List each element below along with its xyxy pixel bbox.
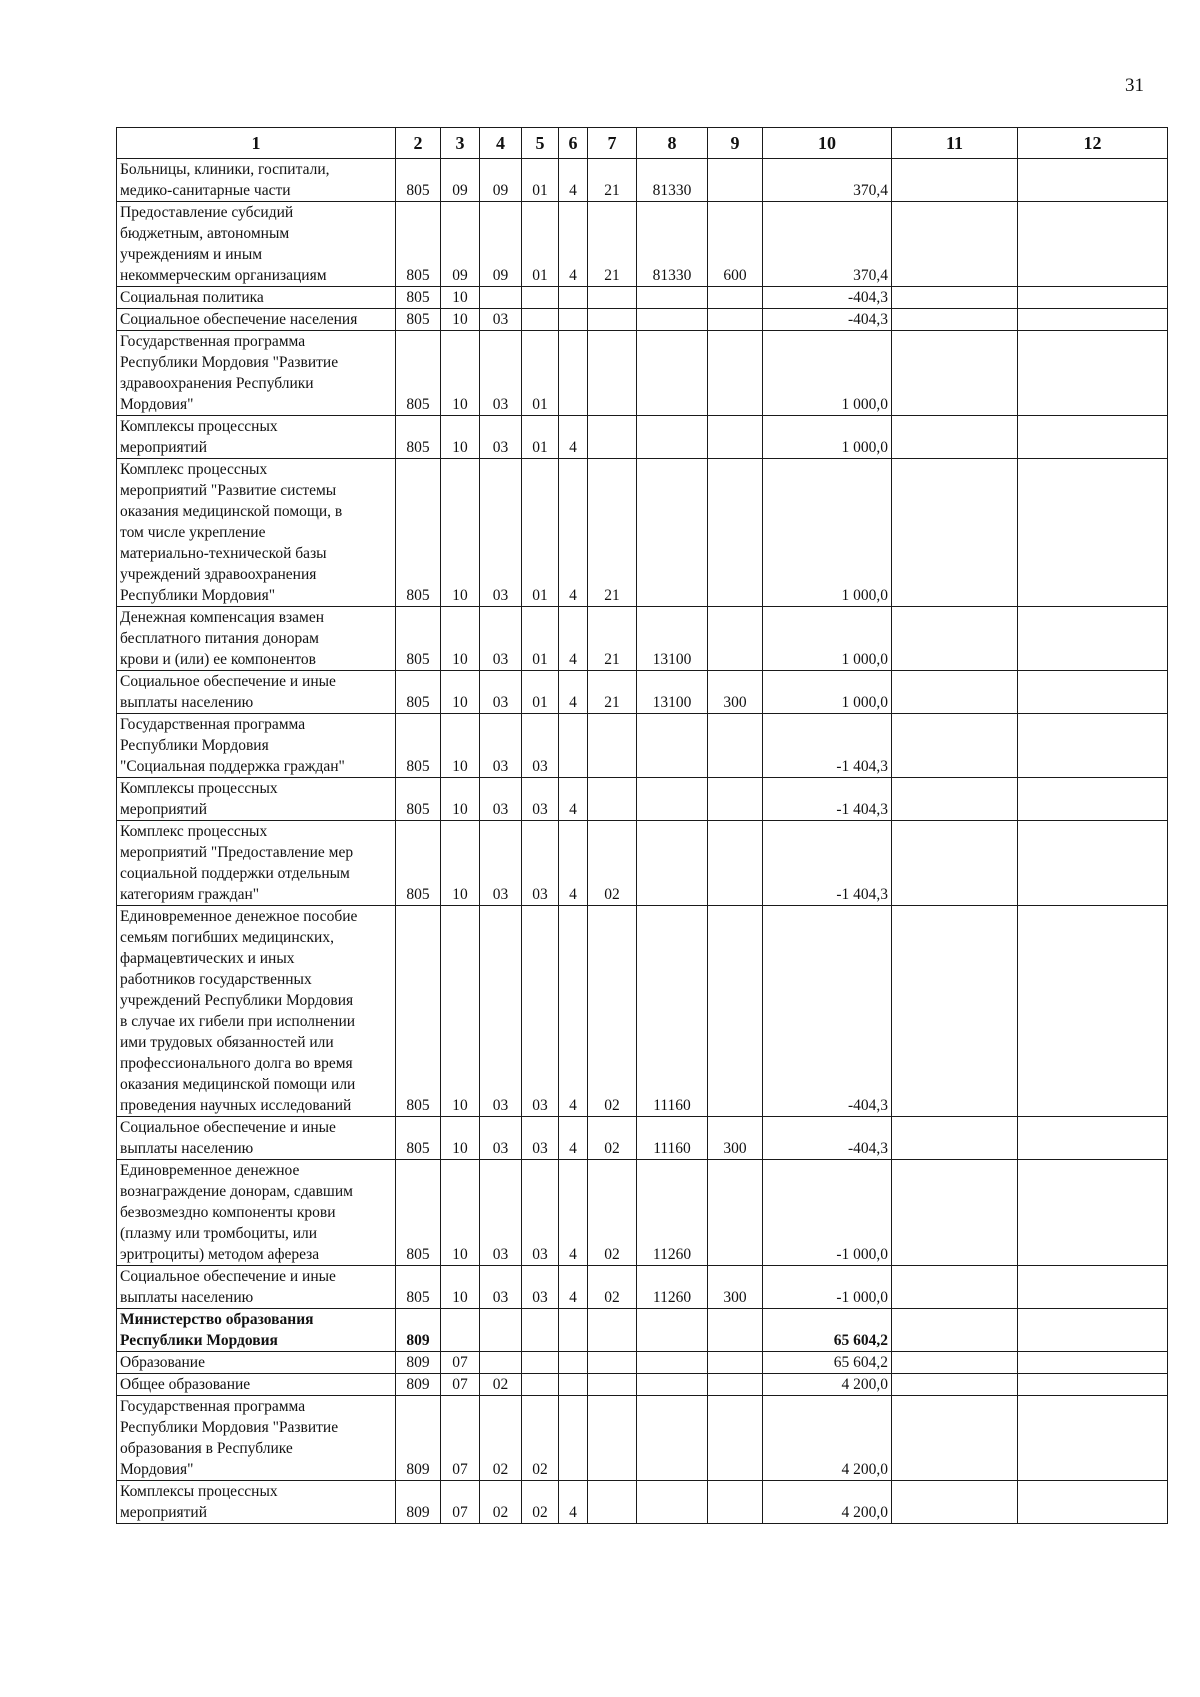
complex-cell: [588, 1396, 637, 1481]
page-number: 31: [1125, 75, 1144, 96]
table-row: [117, 1481, 1168, 1524]
subprogram-cell: [559, 287, 588, 309]
complex-cell: 02: [588, 1117, 637, 1160]
column-11-cell: [892, 1481, 1018, 1524]
column-11-cell: [892, 331, 1018, 416]
amount-cell: 1 000,0: [763, 416, 892, 459]
column-12-cell: [1018, 906, 1168, 1117]
section-cell: 07: [441, 1352, 480, 1374]
table-row: [117, 331, 1168, 416]
gov-code-cell: 809: [396, 1374, 441, 1396]
program-cell: [522, 1374, 559, 1396]
expense-type-cell: 300: [708, 671, 763, 714]
table-row: [117, 309, 1168, 331]
subprogram-cell: 4: [559, 416, 588, 459]
subprogram-cell: [559, 309, 588, 331]
table-row: [117, 159, 1168, 202]
section-cell: 10: [441, 1160, 480, 1266]
expense-type-cell: [708, 1396, 763, 1481]
gov-code-cell: 805: [396, 287, 441, 309]
column-11-cell: [892, 778, 1018, 821]
complex-cell: [588, 1352, 637, 1374]
gov-code-cell: 805: [396, 671, 441, 714]
direction-cell: 81330: [637, 202, 708, 287]
expense-type-cell: [708, 459, 763, 607]
subprogram-cell: 4: [559, 459, 588, 607]
column-12-cell: [1018, 331, 1168, 416]
section-cell: [441, 1309, 480, 1352]
complex-cell: [588, 1481, 637, 1524]
row-name-cell: Денежная компенсация взамен бесплатного питания донорам крови и (или) ее компонентов: [117, 607, 396, 671]
expense-type-cell: [708, 309, 763, 331]
direction-cell: [637, 331, 708, 416]
amount-cell: 4 200,0: [763, 1396, 892, 1481]
table-row: [117, 1396, 1168, 1481]
subsection-cell: 03: [480, 331, 522, 416]
subsection-cell: 03: [480, 1160, 522, 1266]
column-12-cell: [1018, 671, 1168, 714]
column-12-cell: [1018, 1396, 1168, 1481]
direction-cell: 13100: [637, 607, 708, 671]
column-12-cell: [1018, 459, 1168, 607]
subsection-cell: 03: [480, 459, 522, 607]
section-cell: 10: [441, 1266, 480, 1309]
complex-cell: [588, 1374, 637, 1396]
table-row: [117, 1352, 1168, 1374]
expense-type-cell: [708, 1352, 763, 1374]
amount-cell: 1 000,0: [763, 459, 892, 607]
expense-type-cell: [708, 778, 763, 821]
section-cell: 10: [441, 671, 480, 714]
gov-code-cell: 805: [396, 607, 441, 671]
amount-cell: -404,3: [763, 309, 892, 331]
row-name-cell: Общее образование: [117, 1374, 396, 1396]
row-name-cell: Государственная программа Республики Мордовия "Социальная поддержка граждан": [117, 714, 396, 778]
expense-type-cell: [708, 1309, 763, 1352]
gov-code-cell: 805: [396, 331, 441, 416]
direction-cell: [637, 778, 708, 821]
direction-cell: [637, 821, 708, 906]
column-header: 3: [441, 128, 480, 159]
gov-code-cell: 805: [396, 778, 441, 821]
budget-table: [116, 127, 1168, 1524]
section-cell: 07: [441, 1481, 480, 1524]
column-header: 5: [522, 128, 559, 159]
program-cell: 03: [522, 1266, 559, 1309]
column-12-cell: [1018, 778, 1168, 821]
direction-cell: 11160: [637, 906, 708, 1117]
section-cell: 07: [441, 1396, 480, 1481]
column-12-cell: [1018, 202, 1168, 287]
gov-code-cell: 809: [396, 1309, 441, 1352]
subsection-cell: 03: [480, 416, 522, 459]
subprogram-cell: [559, 1374, 588, 1396]
program-cell: 01: [522, 331, 559, 416]
program-cell: 03: [522, 1160, 559, 1266]
column-11-cell: [892, 607, 1018, 671]
column-11-cell: [892, 1352, 1018, 1374]
row-name-cell: Социальное обеспечение и иные выплаты населению: [117, 671, 396, 714]
complex-cell: 21: [588, 459, 637, 607]
direction-cell: [637, 714, 708, 778]
program-cell: 03: [522, 821, 559, 906]
column-12-cell: [1018, 1352, 1168, 1374]
complex-cell: [588, 416, 637, 459]
amount-cell: 1 000,0: [763, 671, 892, 714]
subprogram-cell: 4: [559, 1117, 588, 1160]
column-header: 10: [763, 128, 892, 159]
subprogram-cell: [559, 1309, 588, 1352]
amount-cell: 4 200,0: [763, 1374, 892, 1396]
amount-cell: 4 200,0: [763, 1481, 892, 1524]
program-cell: 03: [522, 1117, 559, 1160]
section-cell: 10: [441, 714, 480, 778]
complex-cell: 02: [588, 1160, 637, 1266]
amount-cell: -404,3: [763, 1117, 892, 1160]
direction-cell: [637, 1309, 708, 1352]
section-cell: 10: [441, 287, 480, 309]
complex-cell: [588, 309, 637, 331]
column-12-cell: [1018, 1374, 1168, 1396]
gov-code-cell: 809: [396, 1481, 441, 1524]
expense-type-cell: [708, 607, 763, 671]
column-11-cell: [892, 1374, 1018, 1396]
expense-type-cell: [708, 1481, 763, 1524]
table-row: [117, 1160, 1168, 1266]
column-header: 2: [396, 128, 441, 159]
complex-cell: 02: [588, 906, 637, 1117]
program-cell: 02: [522, 1481, 559, 1524]
direction-cell: [637, 459, 708, 607]
expense-type-cell: [708, 287, 763, 309]
subprogram-cell: 4: [559, 778, 588, 821]
gov-code-cell: 805: [396, 906, 441, 1117]
subprogram-cell: 4: [559, 202, 588, 287]
program-cell: 03: [522, 906, 559, 1117]
program-cell: 01: [522, 416, 559, 459]
section-cell: 09: [441, 159, 480, 202]
subprogram-cell: 4: [559, 1160, 588, 1266]
program-cell: 03: [522, 714, 559, 778]
expense-type-cell: 300: [708, 1117, 763, 1160]
column-header: 8: [637, 128, 708, 159]
column-12-cell: [1018, 607, 1168, 671]
row-name-cell: Единовременное денежное вознаграждение донорам, сдавшим безвозмездно компоненты крови (плазму или тромбоциты, или эритроциты) методом афереза: [117, 1160, 396, 1266]
complex-cell: 21: [588, 202, 637, 287]
subsection-cell: [480, 1309, 522, 1352]
expense-type-cell: [708, 1374, 763, 1396]
direction-cell: [637, 1352, 708, 1374]
section-cell: 10: [441, 331, 480, 416]
column-11-cell: [892, 1160, 1018, 1266]
row-name-cell: Социальное обеспечение и иные выплаты населению: [117, 1266, 396, 1309]
table-row: [117, 459, 1168, 607]
expense-type-cell: [708, 821, 763, 906]
program-cell: 03: [522, 778, 559, 821]
direction-cell: [637, 416, 708, 459]
row-name-cell: Предоставление субсидий бюджетным, автономным учреждениям и иным некоммерческим организациям: [117, 202, 396, 287]
amount-cell: -404,3: [763, 906, 892, 1117]
row-name-cell: Социальное обеспечение и иные выплаты населению: [117, 1117, 396, 1160]
subprogram-cell: 4: [559, 906, 588, 1117]
subsection-cell: 03: [480, 1266, 522, 1309]
complex-cell: 21: [588, 671, 637, 714]
subprogram-cell: [559, 331, 588, 416]
subsection-cell: [480, 287, 522, 309]
complex-cell: 21: [588, 159, 637, 202]
row-name-cell: Министерство образования Республики Мордовия: [117, 1309, 396, 1352]
gov-code-cell: 805: [396, 416, 441, 459]
complex-cell: [588, 778, 637, 821]
table-row: [117, 1309, 1168, 1352]
program-cell: [522, 287, 559, 309]
subsection-cell: 02: [480, 1374, 522, 1396]
column-header: 1: [117, 128, 396, 159]
row-name-cell: Единовременное денежное пособие семьям погибших медицинских, фармацевтических и иных работников государственных учреждений Республики Мордовия в случае их гибели при исполнении ими трудовых обязанностей или профессионального долга во время оказания медицинской помощи или проведения научных исследований: [117, 906, 396, 1117]
table-row: [117, 416, 1168, 459]
column-12-cell: [1018, 821, 1168, 906]
table-row: [117, 778, 1168, 821]
column-11-cell: [892, 159, 1018, 202]
column-11-cell: [892, 1117, 1018, 1160]
subprogram-cell: 4: [559, 821, 588, 906]
column-11-cell: [892, 906, 1018, 1117]
table-row: [117, 1374, 1168, 1396]
expense-type-cell: [708, 1160, 763, 1266]
expense-type-cell: [708, 331, 763, 416]
amount-cell: 370,4: [763, 202, 892, 287]
column-header: 7: [588, 128, 637, 159]
column-12-cell: [1018, 287, 1168, 309]
table-row: [117, 1117, 1168, 1160]
subsection-cell: 03: [480, 714, 522, 778]
gov-code-cell: 805: [396, 159, 441, 202]
amount-cell: 1 000,0: [763, 331, 892, 416]
column-11-cell: [892, 1309, 1018, 1352]
amount-cell: -1 000,0: [763, 1266, 892, 1309]
complex-cell: 02: [588, 1266, 637, 1309]
amount-cell: 1 000,0: [763, 607, 892, 671]
direction-cell: 81330: [637, 159, 708, 202]
row-name-cell: Комплексы процессных мероприятий: [117, 1481, 396, 1524]
section-cell: 09: [441, 202, 480, 287]
column-12-cell: [1018, 309, 1168, 331]
row-name-cell: Больницы, клиники, госпитали, медико-санитарные части: [117, 159, 396, 202]
gov-code-cell: 805: [396, 202, 441, 287]
program-cell: [522, 309, 559, 331]
direction-cell: [637, 287, 708, 309]
gov-code-cell: 805: [396, 1117, 441, 1160]
expense-type-cell: [708, 714, 763, 778]
column-11-cell: [892, 714, 1018, 778]
direction-cell: [637, 1481, 708, 1524]
subsection-cell: 02: [480, 1396, 522, 1481]
gov-code-cell: 805: [396, 309, 441, 331]
column-11-cell: [892, 416, 1018, 459]
amount-cell: 65 604,2: [763, 1352, 892, 1374]
subsection-cell: 03: [480, 309, 522, 331]
amount-cell: -1 000,0: [763, 1160, 892, 1266]
row-name-cell: Комплексы процессных мероприятий: [117, 778, 396, 821]
amount-cell: 65 604,2: [763, 1309, 892, 1352]
subprogram-cell: [559, 1396, 588, 1481]
column-header: 6: [559, 128, 588, 159]
row-name-cell: Комплекс процессных мероприятий "Развитие системы оказания медицинской помощи, в том числе укрепление материально-технической базы учреждений здравоохранения Республики Мордовия": [117, 459, 396, 607]
direction-cell: [637, 1374, 708, 1396]
column-11-cell: [892, 1396, 1018, 1481]
row-name-cell: Государственная программа Республики Мордовия "Развитие здравоохранения Республики Мордовия": [117, 331, 396, 416]
column-11-cell: [892, 821, 1018, 906]
row-name-cell: Социальная политика: [117, 287, 396, 309]
direction-cell: [637, 309, 708, 331]
complex-cell: 02: [588, 821, 637, 906]
subsection-cell: 03: [480, 906, 522, 1117]
column-header: 4: [480, 128, 522, 159]
table-row: [117, 906, 1168, 1117]
section-cell: 10: [441, 906, 480, 1117]
expense-type-cell: [708, 159, 763, 202]
column-11-cell: [892, 309, 1018, 331]
amount-cell: -1 404,3: [763, 714, 892, 778]
column-12-cell: [1018, 1309, 1168, 1352]
section-cell: 10: [441, 416, 480, 459]
complex-cell: 21: [588, 607, 637, 671]
gov-code-cell: 805: [396, 1266, 441, 1309]
amount-cell: -404,3: [763, 287, 892, 309]
subsection-cell: 09: [480, 159, 522, 202]
subsection-cell: [480, 1352, 522, 1374]
subsection-cell: 09: [480, 202, 522, 287]
subprogram-cell: 4: [559, 1266, 588, 1309]
row-name-cell: Социальное обеспечение населения: [117, 309, 396, 331]
column-11-cell: [892, 202, 1018, 287]
direction-cell: 11260: [637, 1160, 708, 1266]
program-cell: [522, 1352, 559, 1374]
direction-cell: [637, 1396, 708, 1481]
row-name-cell: Образование: [117, 1352, 396, 1374]
row-name-cell: Комплекс процессных мероприятий "Предоставление мер социальной поддержки отдельным категориям граждан": [117, 821, 396, 906]
column-12-cell: [1018, 714, 1168, 778]
table-row: [117, 287, 1168, 309]
subsection-cell: 03: [480, 778, 522, 821]
subsection-cell: 03: [480, 1117, 522, 1160]
complex-cell: [588, 714, 637, 778]
program-cell: 01: [522, 202, 559, 287]
gov-code-cell: 805: [396, 821, 441, 906]
section-cell: 07: [441, 1374, 480, 1396]
column-12-cell: [1018, 1117, 1168, 1160]
table-row: [117, 1266, 1168, 1309]
column-12-cell: [1018, 1481, 1168, 1524]
gov-code-cell: 809: [396, 1352, 441, 1374]
program-cell: 01: [522, 159, 559, 202]
subprogram-cell: [559, 714, 588, 778]
column-header: 12: [1018, 128, 1168, 159]
column-12-cell: [1018, 159, 1168, 202]
column-11-cell: [892, 671, 1018, 714]
row-name-cell: Комплексы процессных мероприятий: [117, 416, 396, 459]
table-row: [117, 607, 1168, 671]
program-cell: 01: [522, 607, 559, 671]
row-name-cell: Государственная программа Республики Мордовия "Развитие образования в Республике Мордовия": [117, 1396, 396, 1481]
program-cell: 02: [522, 1396, 559, 1481]
column-header: 9: [708, 128, 763, 159]
subprogram-cell: 4: [559, 607, 588, 671]
direction-cell: 13100: [637, 671, 708, 714]
section-cell: 10: [441, 607, 480, 671]
subsection-cell: 03: [480, 607, 522, 671]
column-11-cell: [892, 287, 1018, 309]
expense-type-cell: 600: [708, 202, 763, 287]
section-cell: 10: [441, 778, 480, 821]
section-cell: 10: [441, 459, 480, 607]
gov-code-cell: 805: [396, 714, 441, 778]
amount-cell: -1 404,3: [763, 778, 892, 821]
column-header: 11: [892, 128, 1018, 159]
subprogram-cell: 4: [559, 671, 588, 714]
table-row: [117, 714, 1168, 778]
header-row: [117, 128, 1168, 159]
table-row: [117, 202, 1168, 287]
column-11-cell: [892, 459, 1018, 607]
amount-cell: 370,4: [763, 159, 892, 202]
subprogram-cell: 4: [559, 159, 588, 202]
expense-type-cell: 300: [708, 1266, 763, 1309]
direction-cell: 11260: [637, 1266, 708, 1309]
column-12-cell: [1018, 1160, 1168, 1266]
expense-type-cell: [708, 906, 763, 1117]
subprogram-cell: 4: [559, 1481, 588, 1524]
program-cell: 01: [522, 459, 559, 607]
complex-cell: [588, 1309, 637, 1352]
section-cell: 10: [441, 821, 480, 906]
subprogram-cell: [559, 1352, 588, 1374]
column-12-cell: [1018, 1266, 1168, 1309]
column-11-cell: [892, 1266, 1018, 1309]
gov-code-cell: 805: [396, 459, 441, 607]
gov-code-cell: 805: [396, 1160, 441, 1266]
amount-cell: -1 404,3: [763, 821, 892, 906]
section-cell: 10: [441, 309, 480, 331]
table-row: [117, 671, 1168, 714]
table-row: [117, 821, 1168, 906]
program-cell: [522, 1309, 559, 1352]
program-cell: 01: [522, 671, 559, 714]
expense-type-cell: [708, 416, 763, 459]
subsection-cell: 03: [480, 671, 522, 714]
subsection-cell: 03: [480, 821, 522, 906]
complex-cell: [588, 287, 637, 309]
section-cell: 10: [441, 1117, 480, 1160]
direction-cell: 11160: [637, 1117, 708, 1160]
gov-code-cell: 809: [396, 1396, 441, 1481]
complex-cell: [588, 331, 637, 416]
column-12-cell: [1018, 416, 1168, 459]
subsection-cell: 02: [480, 1481, 522, 1524]
